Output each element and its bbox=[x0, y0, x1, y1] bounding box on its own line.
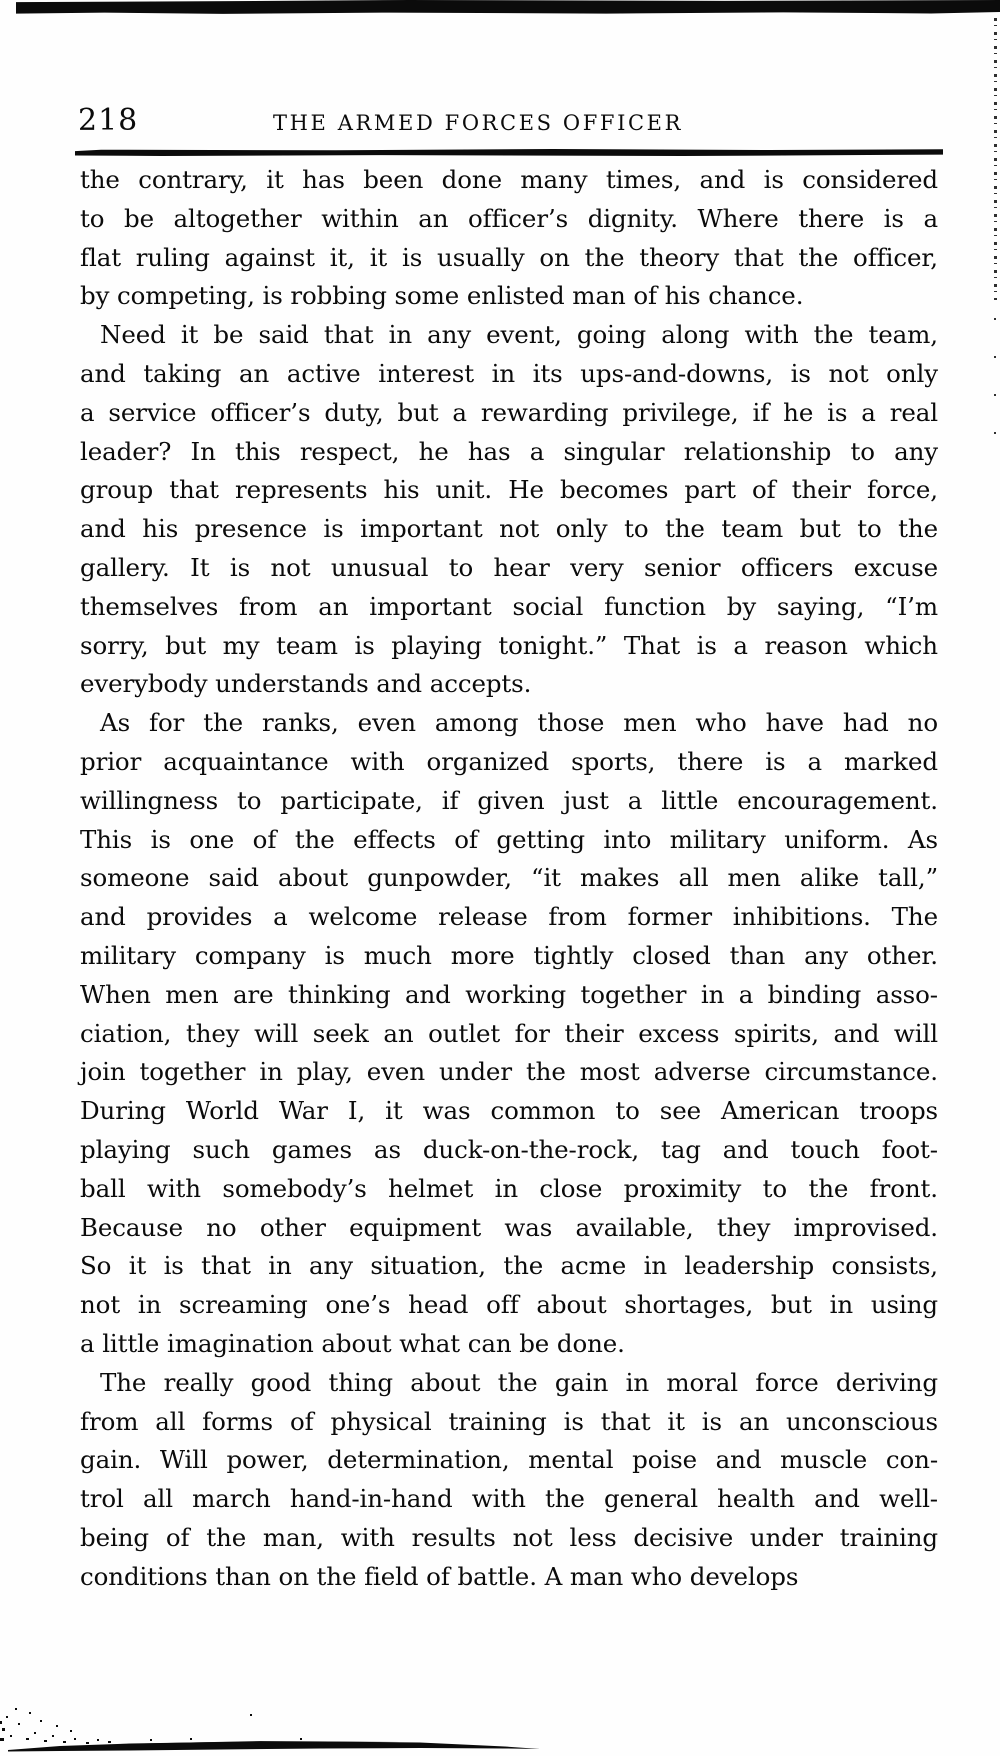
header-rule bbox=[75, 149, 943, 156]
text-line: and provides a welcome release from former inhibitions. The bbox=[80, 902, 938, 932]
text-line: join together in play, even under the most adverse circumstance. bbox=[80, 1057, 938, 1087]
paragraph bbox=[80, 161, 938, 316]
paragraph bbox=[80, 1364, 938, 1597]
text-line: flat ruling against it, it is usually on the theory that the officer, bbox=[80, 242, 938, 272]
text-line: So it is that in any situation, the acme in leadership consists, bbox=[80, 1251, 938, 1281]
right-edge-speckle-artifact bbox=[994, 18, 997, 300]
text-line: everybody understands and accepts. bbox=[80, 669, 532, 699]
scan-edge-bar-artifact bbox=[16, 0, 1000, 14]
text-line: prior acquaintance with organized sports, there is a marked bbox=[80, 746, 938, 776]
text-line: During World War I, it was common to see American troops bbox=[80, 1096, 938, 1126]
text-line: gallery. It is not unusual to hear very senior officers excuse bbox=[80, 552, 938, 582]
text-line: sorry, but my team is playing tonight.” That is a reason which bbox=[80, 630, 938, 660]
text-line: military company is much more tightly closed than any other. bbox=[80, 940, 938, 970]
text-line: gain. Will power, determination, mental poise and muscle con- bbox=[80, 1445, 938, 1475]
body-text bbox=[80, 161, 938, 1596]
text-line: from all forms of physical training is that it is an unconscious bbox=[80, 1406, 938, 1436]
text-line: ciation, they will seek an outlet for their excess spirits, and will bbox=[80, 1018, 938, 1048]
page-number: 218 bbox=[78, 103, 139, 138]
text-line: Need it be said that in any event, going along with the team, bbox=[100, 320, 938, 350]
text-line: by competing, is robbing some enlisted man of his chance. bbox=[80, 281, 804, 311]
text-line: willingness to participate, if given just a little encouragement. bbox=[80, 785, 938, 815]
text-line: conditions than on the field of battle. A man who develops bbox=[80, 1561, 799, 1591]
text-line: to be altogether within an officer’s dignity. Where there is a bbox=[80, 203, 938, 233]
text-line: not in screaming one’s head off about shortages, but in using bbox=[80, 1290, 938, 1320]
text-line: ball with somebody’s helmet in close proximity to the front. bbox=[80, 1173, 938, 1203]
text-line: and taking an active interest in its ups-and-downs, is not only bbox=[80, 358, 938, 388]
text-line: being of the man, with results not less decisive under training bbox=[80, 1522, 938, 1552]
running-title: THE ARMED FORCES OFFICER bbox=[273, 111, 683, 135]
text-line: The really good thing about the gain in moral force deriving bbox=[100, 1367, 938, 1397]
text-line: the contrary, it has been done many times, and is considered bbox=[80, 165, 938, 194]
text-line: and his presence is important not only to the team but to the bbox=[80, 514, 938, 544]
text-line: playing such games as duck-on-the-rock, tag and touch foot- bbox=[80, 1134, 938, 1164]
text-line: Because no other equipment was available, they improvised. bbox=[80, 1212, 938, 1242]
text-line: As for the ranks, even among those men who have had no bbox=[100, 708, 938, 738]
text-line: leader? In this respect, he has a singular relationship to any bbox=[80, 436, 938, 466]
text-line: When men are thinking and working together in a binding asso- bbox=[80, 979, 938, 1009]
text-line: a service officer’s duty, but a rewarding privilege, if he is a real bbox=[80, 397, 938, 427]
text-line: someone said about gunpowder, “it makes all men alike tall,” bbox=[80, 863, 938, 893]
text-line: trol all march hand-in-hand with the general health and well- bbox=[80, 1484, 938, 1514]
paragraph bbox=[80, 704, 938, 1364]
ink-smudge-artifact bbox=[0, 1694, 540, 1756]
text-line: a little imagination about what can be done. bbox=[80, 1328, 625, 1358]
paragraph bbox=[80, 316, 938, 704]
text-line: group that represents his unit. He becomes part of their force, bbox=[80, 475, 938, 505]
text-line: This is one of the effects of getting into military uniform. As bbox=[80, 824, 938, 854]
text-line: themselves from an important social function by saying, “I’m bbox=[80, 591, 938, 621]
